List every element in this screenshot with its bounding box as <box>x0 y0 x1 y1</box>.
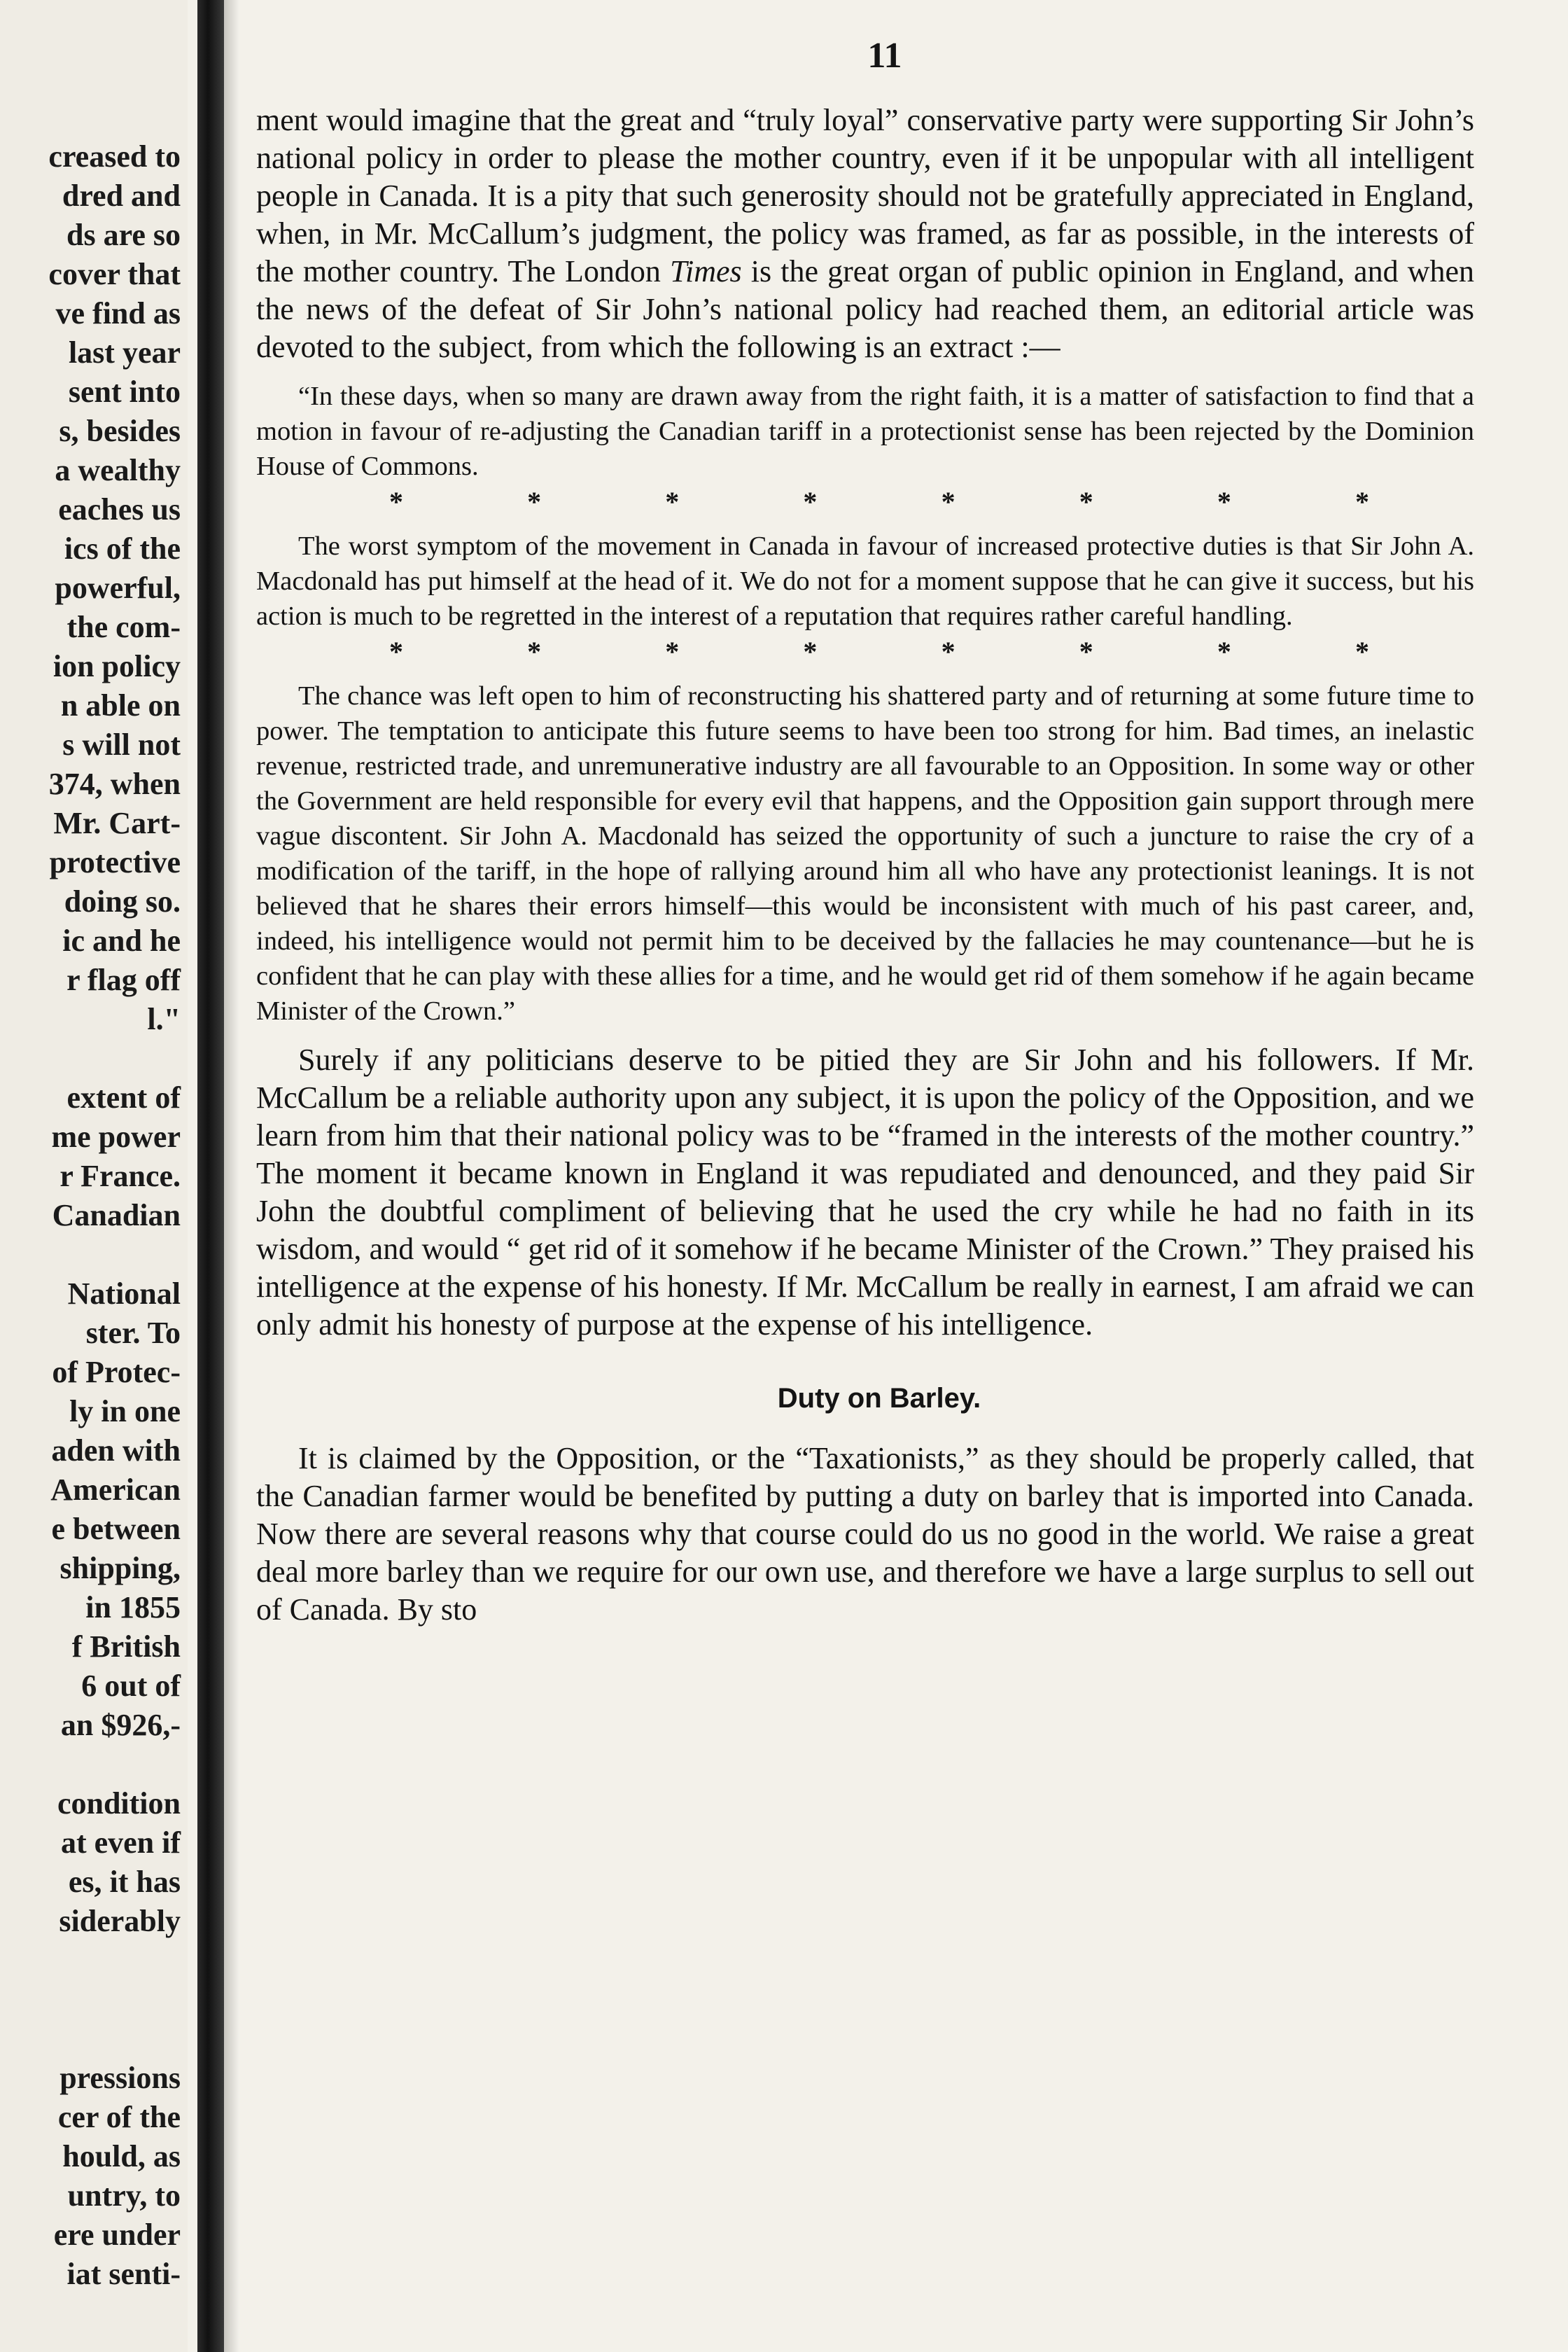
facing-page-line: ds are so <box>66 218 181 252</box>
facing-page-line: cer of the <box>57 2100 181 2134</box>
facing-page-line: untry, to <box>67 2178 181 2213</box>
facing-page-line: l." <box>147 1002 181 1036</box>
facing-page-line: shipping, <box>59 1551 181 1585</box>
facing-page-line: sent into <box>68 375 181 409</box>
facing-page-line: siderably <box>59 1904 181 1938</box>
star: * <box>1354 486 1369 517</box>
facing-page-line: National <box>67 1276 181 1311</box>
facing-page-line: ic and he <box>62 924 181 958</box>
quote-paragraph-3: The chance was left open to him of reconstructing his shattered party and of returning at some future time to power. The temptation to anticipate this future seems to have been too strong for him. Bad times, an inelastic revenue, restricted trade, and unremunerative industry are all favourable to an Opposition. In some way or other the Government are held responsible for every evil that happens, and the Opposition gain support through mere vague discontent. Sir John A. Macdonald has seized the opportunity of such a juncture to raise the cry of a modification of the tariff, in the hope of rallying around him all who have any protectionist leanings. It is not believed that he shares their errors himself—this would be inconsistent with much of his past career, and, indeed, his intelligence would not permit him to be deceived by the fallacies he may countenance—but he is confident that he can play with these allies for a time, and he would get rid of them somehow if he again became Minister of the Crown.” <box>256 681 1474 1026</box>
main-page <box>256 35 1474 1629</box>
facing-page-line: hould, as <box>62 2139 181 2173</box>
ellipsis-stars-2 <box>256 634 1474 670</box>
facing-page-line: iat senti- <box>66 2257 181 2291</box>
facing-page-line: dred and <box>62 179 181 213</box>
facing-page-line: Mr. Cart- <box>53 806 181 840</box>
paragraph-barley: It is claimed by the Opposition, or the “Taxationists,” as they should be properly called, that the Canadian farmer would be benefited by putting a duty on barley that is imported into Canada. Now there are several reasons why that course could do us no good in the world. We raise a great deal more barley than we require for our own use, and therefore we have a large surplus to sell out of Canada. By sto <box>256 1441 1474 1627</box>
facing-page-line: in 1855 <box>85 1590 181 1624</box>
facing-page-line: powerful, <box>55 571 181 605</box>
facing-page-line: of Protec- <box>52 1355 181 1389</box>
facing-page-line: eaches us <box>58 492 181 527</box>
facing-page-line: r flag off <box>66 963 181 997</box>
quote-paragraph-2: The worst symptom of the movement in Canada in favour of increased protective duties is that Sir John A. Macdonald has put himself at the head of it. We do not for a moment suppose that he can give it success, but his action is much to be regretted in the interest of a reputation that requires rather careful handling. <box>256 531 1474 631</box>
star: * <box>665 636 680 667</box>
star: * <box>1217 636 1231 667</box>
facing-page-line: ere under <box>53 2218 181 2252</box>
facing-page-line: creased to <box>48 139 181 174</box>
facing-page-line: ster. To <box>85 1316 181 1350</box>
paragraph-text: is the great organ of public opinion in England, and when the news of the defeat of Sir John’s national policy had reached them, an editorial article was devoted to the subject, from which the following is an extract :— <box>256 254 1474 364</box>
star: * <box>1079 486 1093 517</box>
facing-page-line: me power <box>51 1120 181 1154</box>
facing-page-line: the com- <box>66 610 181 644</box>
facing-page-line: extent of <box>66 1080 181 1115</box>
facing-page-line: s will not <box>62 728 181 762</box>
facing-page-fragment <box>0 0 188 2352</box>
facing-page-line: Canadian <box>52 1198 181 1232</box>
star: * <box>1354 636 1369 667</box>
paragraph-commentary: Surely if any politicians deserve to be pitied they are Sir John and his followers. If Mr. McCallum be a reliable authority upon any subject, it is upon the policy of the Opposition, and we learn from him that their national policy was to be “framed in the interests of the mother country.” The moment it became known in England it was repudiated and denounced, and they paid Sir John the doubtful compliment of believing that he used the cry while he had no faith in its wisdom, and would “ get rid of it somehow if he became Minister of the Crown.” They praised his intelligence at the expense of his honesty. If Mr. McCallum be really in earnest, I am afraid we can only admit his honesty of purpose at the expense of his intelligence. <box>256 1043 1474 1342</box>
facing-page-line: es, it has <box>68 1865 181 1899</box>
facing-page-line: 374, when <box>48 767 181 801</box>
star: * <box>803 636 818 667</box>
facing-page-line: pressions <box>59 2061 181 2095</box>
star: * <box>665 486 680 517</box>
quote-paragraph-1: “In these days, when so many are drawn away from the right faith, it is a matter of satisfaction to find that a motion in favour of re-adjusting the Canadian tariff in a protectionist sense has been rejected by the Dominion House of Commons. <box>256 382 1474 481</box>
facing-page-line: aden with <box>51 1433 181 1468</box>
star: * <box>941 486 955 517</box>
facing-page-line: e between <box>51 1512 181 1546</box>
facing-page-line: American <box>50 1473 181 1507</box>
facing-page-line: ion policy <box>52 649 181 683</box>
times-title: Times <box>669 254 742 288</box>
facing-page-line: r France. <box>59 1159 181 1193</box>
facing-page-line: protective <box>49 845 181 879</box>
book-gutter <box>197 0 224 2352</box>
paragraph-times-intro <box>256 102 1474 366</box>
facing-page-line: condition <box>57 1786 181 1821</box>
paragraph-text: ment would imagine that the great and “truly loyal” conservative party were supporting Sir John’s national policy in order to please the mother country, even if it be unpopular with all intelligent people in Canada. It is a pity that such generosity should not be gratefully appreciated in England, when, in Mr. McCallum’s judgment, the policy was framed, as far as possible, in the interests of the mother country. The London <box>256 103 1474 288</box>
facing-page-line: an $926,- <box>60 1708 181 1742</box>
facing-page-line: doing so. <box>64 884 181 919</box>
facing-page-line: s, besides <box>59 414 181 448</box>
facing-page-line: last year <box>68 335 181 370</box>
facing-page-line: n able on <box>60 688 181 723</box>
star: * <box>527 636 542 667</box>
facing-page-line: ve find as <box>55 296 181 330</box>
facing-page-line: 6 out of <box>81 1669 181 1703</box>
ellipsis-stars-1 <box>256 484 1474 520</box>
facing-page-line: cover that <box>48 257 181 291</box>
gutter-shadow <box>224 0 239 2352</box>
page-number: 11 <box>867 36 902 76</box>
star: * <box>803 486 818 517</box>
star: * <box>389 636 403 667</box>
star: * <box>527 486 542 517</box>
star: * <box>1079 636 1093 667</box>
facing-page-line: a wealthy <box>55 453 181 487</box>
star: * <box>1217 486 1231 517</box>
facing-page-line: ics of the <box>64 531 181 566</box>
section-heading: Duty on Barley. <box>777 1383 981 1414</box>
facing-page-line: at even if <box>60 1825 181 1860</box>
star: * <box>389 486 403 517</box>
facing-page-line: ly in one <box>69 1394 181 1428</box>
facing-page-line: f British <box>71 1629 181 1664</box>
star: * <box>941 636 955 667</box>
